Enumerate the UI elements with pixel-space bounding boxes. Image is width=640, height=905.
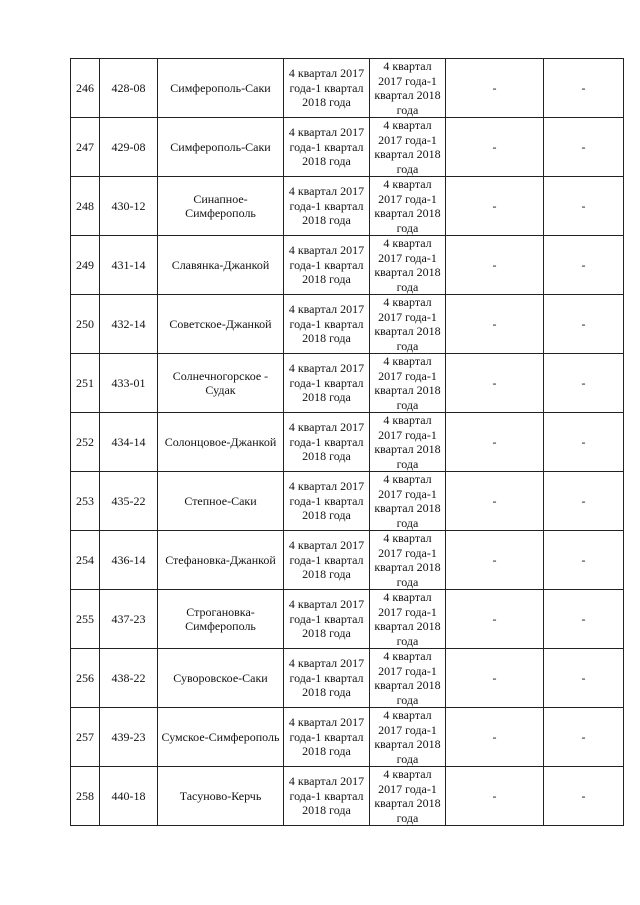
route-name-cell: Синапное-Симферополь xyxy=(158,177,284,236)
route-code-cell: 439-23 xyxy=(100,708,158,767)
column-a-cell: - xyxy=(446,708,544,767)
route-name-cell: Стефановка-Джанкой xyxy=(158,531,284,590)
start-period-cell: 4 квартал 2017 года-1 квартал 2018 года xyxy=(284,118,370,177)
end-period-cell: 4 квартал 2017 года-1 квартал 2018 года xyxy=(370,59,446,118)
column-b-cell: - xyxy=(544,413,624,472)
route-name-cell: Славянка-Джанкой xyxy=(158,236,284,295)
row-number-cell: 254 xyxy=(71,531,100,590)
column-b-cell: - xyxy=(544,236,624,295)
end-period-cell: 4 квартал 2017 года-1 квартал 2018 года xyxy=(370,590,446,649)
table-row xyxy=(71,531,624,590)
end-period-cell: 4 квартал 2017 года-1 квартал 2018 года xyxy=(370,177,446,236)
row-number-cell: 251 xyxy=(71,354,100,413)
route-name-cell: Симферополь-Саки xyxy=(158,59,284,118)
route-code-cell: 432-14 xyxy=(100,295,158,354)
table-row xyxy=(71,472,624,531)
route-name-cell: Строгановка-Симферополь xyxy=(158,590,284,649)
table-row xyxy=(71,767,624,826)
column-b-cell: - xyxy=(544,295,624,354)
end-period-cell: 4 квартал 2017 года-1 квартал 2018 года xyxy=(370,472,446,531)
route-name-cell: Солнечногорское - Судак xyxy=(158,354,284,413)
routes-table xyxy=(70,58,624,826)
row-number-cell: 250 xyxy=(71,295,100,354)
row-number-cell: 249 xyxy=(71,236,100,295)
table-row xyxy=(71,354,624,413)
end-period-cell: 4 квартал 2017 года-1 квартал 2018 года xyxy=(370,767,446,826)
end-period-cell: 4 квартал 2017 года-1 квартал 2018 года xyxy=(370,354,446,413)
end-period-cell: 4 квартал 2017 года-1 квартал 2018 года xyxy=(370,649,446,708)
start-period-cell: 4 квартал 2017 года-1 квартал 2018 года xyxy=(284,59,370,118)
route-code-cell: 440-18 xyxy=(100,767,158,826)
column-b-cell: - xyxy=(544,177,624,236)
start-period-cell: 4 квартал 2017 года-1 квартал 2018 года xyxy=(284,649,370,708)
route-name-cell: Суворовское-Саки xyxy=(158,649,284,708)
column-b-cell: - xyxy=(544,708,624,767)
column-b-cell: - xyxy=(544,649,624,708)
start-period-cell: 4 квартал 2017 года-1 квартал 2018 года xyxy=(284,531,370,590)
route-name-cell: Солонцовое-Джанкой xyxy=(158,413,284,472)
start-period-cell: 4 квартал 2017 года-1 квартал 2018 года xyxy=(284,708,370,767)
start-period-cell: 4 квартал 2017 года-1 квартал 2018 года xyxy=(284,413,370,472)
table-row xyxy=(71,590,624,649)
column-a-cell: - xyxy=(446,295,544,354)
route-name-cell: Тасуново-Керчь xyxy=(158,767,284,826)
row-number-cell: 257 xyxy=(71,708,100,767)
start-period-cell: 4 квартал 2017 года-1 квартал 2018 года xyxy=(284,472,370,531)
end-period-cell: 4 квартал 2017 года-1 квартал 2018 года xyxy=(370,708,446,767)
row-number-cell: 258 xyxy=(71,767,100,826)
column-a-cell: - xyxy=(446,354,544,413)
row-number-cell: 247 xyxy=(71,118,100,177)
end-period-cell: 4 квартал 2017 года-1 квартал 2018 года xyxy=(370,413,446,472)
table-row xyxy=(71,177,624,236)
route-code-cell: 437-23 xyxy=(100,590,158,649)
table-row xyxy=(71,413,624,472)
column-a-cell: - xyxy=(446,767,544,826)
route-code-cell: 435-22 xyxy=(100,472,158,531)
row-number-cell: 253 xyxy=(71,472,100,531)
route-name-cell: Степное-Саки xyxy=(158,472,284,531)
route-code-cell: 430-12 xyxy=(100,177,158,236)
column-b-cell: - xyxy=(544,590,624,649)
route-name-cell: Сумское-Симферополь xyxy=(158,708,284,767)
start-period-cell: 4 квартал 2017 года-1 квартал 2018 года xyxy=(284,177,370,236)
table-row xyxy=(71,649,624,708)
end-period-cell: 4 квартал 2017 года-1 квартал 2018 года xyxy=(370,295,446,354)
routes-table-body xyxy=(71,59,624,826)
column-a-cell: - xyxy=(446,118,544,177)
route-code-cell: 433-01 xyxy=(100,354,158,413)
table-row xyxy=(71,236,624,295)
row-number-cell: 255 xyxy=(71,590,100,649)
column-b-cell: - xyxy=(544,118,624,177)
route-code-cell: 428-08 xyxy=(100,59,158,118)
table-row xyxy=(71,59,624,118)
route-code-cell: 438-22 xyxy=(100,649,158,708)
table-row xyxy=(71,708,624,767)
column-a-cell: - xyxy=(446,531,544,590)
column-a-cell: - xyxy=(446,236,544,295)
column-a-cell: - xyxy=(446,413,544,472)
column-b-cell: - xyxy=(544,531,624,590)
table-row xyxy=(71,118,624,177)
column-a-cell: - xyxy=(446,649,544,708)
column-b-cell: - xyxy=(544,59,624,118)
route-name-cell: Советское-Джанкой xyxy=(158,295,284,354)
row-number-cell: 248 xyxy=(71,177,100,236)
column-a-cell: - xyxy=(446,472,544,531)
row-number-cell: 246 xyxy=(71,59,100,118)
column-a-cell: - xyxy=(446,177,544,236)
route-code-cell: 431-14 xyxy=(100,236,158,295)
row-number-cell: 256 xyxy=(71,649,100,708)
route-code-cell: 434-14 xyxy=(100,413,158,472)
route-name-cell: Симферополь-Саки xyxy=(158,118,284,177)
route-code-cell: 436-14 xyxy=(100,531,158,590)
end-period-cell: 4 квартал 2017 года-1 квартал 2018 года xyxy=(370,118,446,177)
start-period-cell: 4 квартал 2017 года-1 квартал 2018 года xyxy=(284,590,370,649)
start-period-cell: 4 квартал 2017 года-1 квартал 2018 года xyxy=(284,767,370,826)
end-period-cell: 4 квартал 2017 года-1 квартал 2018 года xyxy=(370,236,446,295)
column-b-cell: - xyxy=(544,472,624,531)
table-row xyxy=(71,295,624,354)
start-period-cell: 4 квартал 2017 года-1 квартал 2018 года xyxy=(284,236,370,295)
column-a-cell: - xyxy=(446,590,544,649)
column-b-cell: - xyxy=(544,767,624,826)
end-period-cell: 4 квартал 2017 года-1 квартал 2018 года xyxy=(370,531,446,590)
route-code-cell: 429-08 xyxy=(100,118,158,177)
start-period-cell: 4 квартал 2017 года-1 квартал 2018 года xyxy=(284,354,370,413)
column-b-cell: - xyxy=(544,354,624,413)
column-a-cell: - xyxy=(446,59,544,118)
row-number-cell: 252 xyxy=(71,413,100,472)
start-period-cell: 4 квартал 2017 года-1 квартал 2018 года xyxy=(284,295,370,354)
